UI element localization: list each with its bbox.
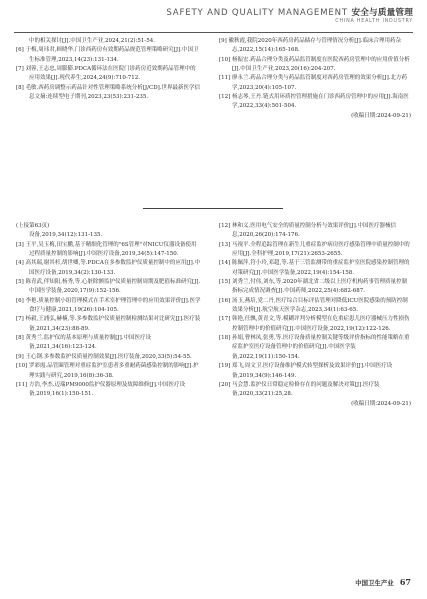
reference-item: [3] 王平,吴玉梅,田宝鹏,基于精细化管理的"6S管理"对NICU仪器设备使用过程质量控制的影响[J].中国医疗设备,2019,34(5):147-150. [16,241,197,258]
journal-title-cn: 安全与质量管理 [351,8,413,18]
reference-item: [16] 汤玉,燕培,党二丹,医疗综合目标评估管理对降低ICU医院感染的预防控制效果分析[J].航空航天医学杂志,2023,34(1):63-65. [219,297,408,314]
reference-item: [20] 马会慧.监护仪日常稳定检修存在的问题及解决对策[J].医疗装备,2020,33(21):25,28. [219,381,380,398]
page-number: 67 [399,577,411,587]
reference-item: [4] 高其瑞,谢其杉,胡世卿,等.PDCA在多参数监护仪质量控制中的应用[J].中国医疗设备,2019,34(2):130-133. [16,260,201,276]
reference-item: [11] 方浩,李杰.迈瑞PM9000监护仪器原理及故障维修[J].中国医疗设备,2019,16(1):150-151. [16,381,186,398]
journal-title [113,6,413,18]
continuation-label: (上接第63页) [16,223,50,229]
reference-item: [15] 刘秀兰,付伟,刘东,等.2020年湖北省二级以上医疗机构药事管理质量控制指标完成情况调查[J].中国药师,2022,25(4):682-687. [219,279,408,295]
references-upper-right [219,37,411,121]
reference-item: [18] 孙娟,曹林凤,张勇,等.医疗设备质量控制关键等级评价指标的性能策略在重症监护室医疗设备管理中的价值研究[J].中国医学装备,2022,19(11):150-154. [219,335,410,360]
reference-item: [7] 杨毅,王浦弘,赫楠,等.多参数监护仪质量控制检测结果对比研究[J].医疗装备,2021,34(23):88-89. [16,316,201,332]
reference-item: [11] 廖永兰.药品合理分类与药品监管制度对西药房管理的效果分析[J].北方药学,2023,20(4):105-107. [219,75,408,91]
reference-item: [6] 于梅,周玮君,顾晓华.门诊西药房有效期药品规范管理策略研究[J].中国卫生标准管理,2023,14(23):131-134. [16,47,199,63]
reference-item: 设备,2019,34(12):131-135. [29,232,103,239]
section-divider [143,208,283,209]
reference-item: [9] 王心钢.多参数监护仪质量控制效果[J].医疗装备,2020,33(5):54-55. [16,353,192,360]
received-date: (收稿日期:2024-09-21) [351,400,411,407]
reference-item: [12] 杨志琴,王丹.链式用环质控管理措施在门诊西药房管理中的应用[J].海南医学,2022,33(4):501-504. [219,94,409,110]
reference-item: [14] 陈佩萍,符小玲,邓超,等.基于三管监测带的重症监护室医院感染控制管理的对策研究[J].中国医学装备,2022,19(4):154-158. [219,260,410,276]
journal-subtitle: CHINA HEALTH INDUSTRY [335,19,413,24]
reference-item: 中的相关探讨[J].中国卫生产业,2024,21(2):51-54. [29,38,155,44]
reference-item: [8] 毛敏.西药房调整示药品针对性管理策略系统分析[J/CD].世界最新医学信息文摘:连续型电子期刊,2023,23(53):231-235. [16,84,201,101]
page-footer [355,577,411,587]
reference-item: [9] 徽秋霞,我院2020年西药房药品储存与管理情况分析[J].临床合理用药杂志,2022,15(14):165-168. [219,38,402,54]
reference-item: [5] 陈青武,伴知阳,杨秀,等.心脏除颤监护仪质量控制周期及肥值标准研究[J].中国医学装备,2020,17(9):152-156. [16,279,201,295]
reference-item: [10] 罗彩霞.品管圈管理对重症监护室患者多重耐药菌感染控制的影响[J].护理实践与研究,2019,16(8):36-38. [16,363,199,379]
reference-item: [7] 刘蓉,王志忠,周膨膨.PDCA循环法在医院门诊药房近效期药品管理中的应用效果[J].现代养生,2024,24(9):710-712. [16,66,196,82]
header-divider [14,32,413,33]
journal-title-en: SAFETY AND QUALITY MANAGEMENT [166,8,348,18]
reference-item: [19] 郑飞,周文卫.医疗设备维护模式转型探析及效果评价[J].中国医疗设备,2019,34(9):146-149. [219,363,393,379]
reference-item: [8] 黄秀兰.监护仪的基本原理与质量控制[J].中国医疗设备,2021,34(16):123-124. [16,335,152,351]
page-header [113,6,413,24]
reference-item: [17] 韩艳,任飘,黄青文,等.模糊评判分析模型在危重症患儿医疗器械压力性损伤控制管理中的价值研究[J].中国医疗设备,2022,19(12):122-126. [219,316,410,332]
reference-item: [10] 杨振宏.药品合理分类及药品监管制度在医院西药房管理中的应用价值分析[J].中国卫生产业,2023,20(16):204-207. [219,56,410,73]
received-date: (收稿日期:2024-09-21) [351,112,411,119]
reference-item: [12] 林和义.医用电气安全的质量控制分析与效果评价[J].中国医疗器械信息,2020,26(20):174-176. [219,223,397,239]
references-lower-left [16,222,201,400]
reference-item: [6] 李艳.质量控制小组管理模式在手术室护理管理中的应用效果评价[J].医学食疗与健康,2021,19(26):104-105. [16,297,201,314]
references-lower-right [219,222,411,409]
references-upper-left [16,37,201,102]
reference-item: [13] 马视平.全程追踪管理在新生儿重症监护病房医疗感染管理中质量控制中的应用[J].全科护理,2019,17(21):2653-2655. [219,241,410,258]
footer-journal-name: 中国卫生产业 [355,579,394,587]
